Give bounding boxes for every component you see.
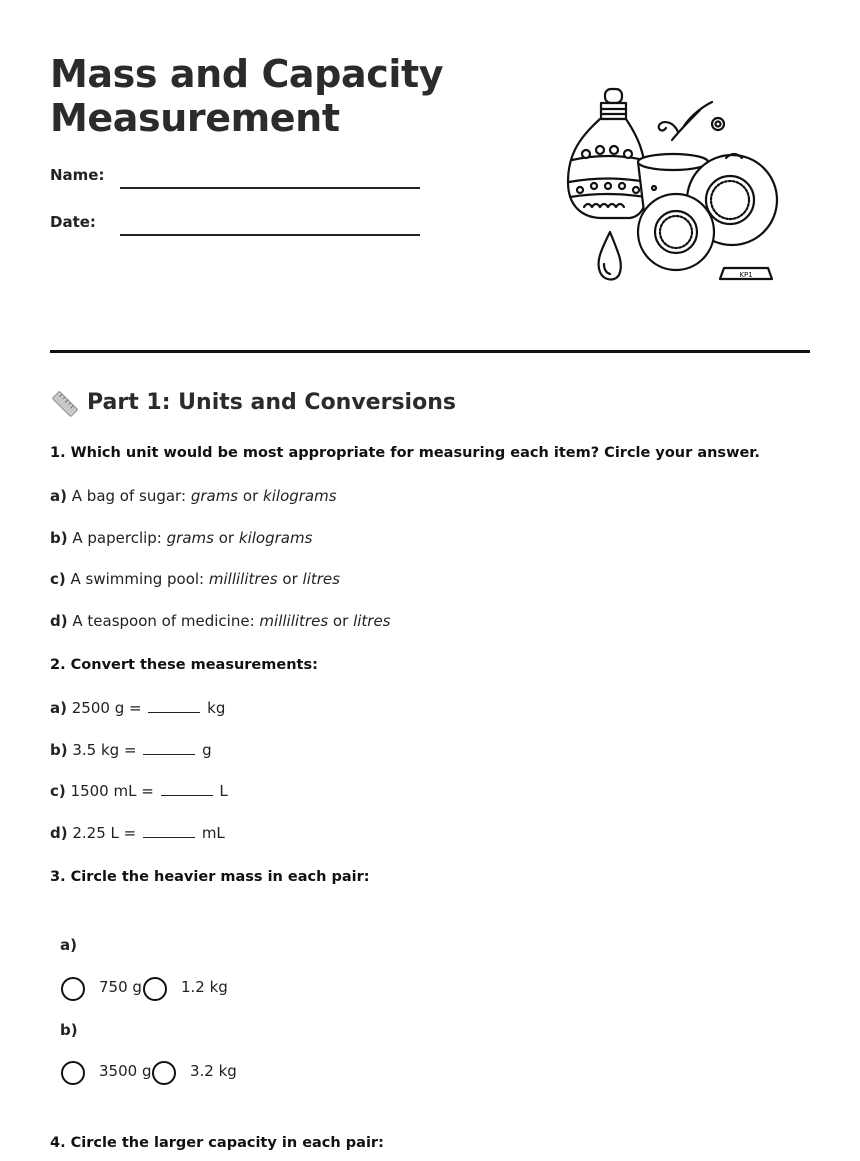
q3-pair-a-label: a)	[60, 936, 77, 954]
q1-c-option1[interactable]: millilitres	[208, 570, 278, 588]
q3-b-option2: 3.2 kg	[190, 1062, 237, 1080]
date-label: Date:	[50, 213, 96, 231]
herb-sprig-icon	[659, 102, 712, 140]
q4-prompt: 4. Circle the larger capacity in each pair:	[50, 1135, 384, 1151]
q1-item-a: a) A bag of sugar: grams or kilograms	[50, 487, 337, 505]
q1-d-option1[interactable]: millilitres	[259, 612, 329, 630]
q2-item-d: d) 2.25 L = mL	[50, 824, 225, 842]
bottle-cap-icon	[605, 89, 622, 103]
date-field[interactable]	[120, 234, 420, 236]
q3-prompt: 3. Circle the heavier mass in each pair:	[50, 869, 370, 885]
q2-a-answer-blank[interactable]	[148, 700, 200, 713]
q3-b-option1: 3500 g	[99, 1062, 152, 1080]
q2-item-a: a) 2500 g = kg	[50, 699, 226, 717]
water-drop-icon	[598, 232, 620, 280]
kitchen-measuring-illustration	[560, 82, 782, 286]
q1-b-option1[interactable]: grams	[166, 529, 214, 547]
part1-title: Part 1: Units and Conversions	[87, 390, 456, 415]
q3-pair-b-label: b)	[60, 1021, 78, 1039]
q3-b-option1-circle[interactable]	[61, 1061, 85, 1085]
q2-prompt: 2. Convert these measurements:	[50, 657, 318, 673]
q2-b-answer-blank[interactable]	[143, 742, 195, 755]
q3-a-option1: 750 g	[99, 978, 142, 996]
ruler-icon	[50, 389, 80, 419]
q1-d-option2[interactable]: litres	[353, 612, 391, 630]
q1-c-option2[interactable]: litres	[302, 570, 340, 588]
name-field[interactable]	[120, 187, 420, 189]
q1-item-c: c) A swimming pool: millilitres or litres	[50, 570, 340, 588]
q2-c-answer-blank[interactable]	[161, 783, 213, 796]
q3-a-option2-circle[interactable]	[143, 977, 167, 1001]
q1-b-option2[interactable]: kilograms	[238, 529, 313, 547]
name-label: Name:	[50, 166, 105, 184]
q3-a-option1-circle[interactable]	[61, 977, 85, 1001]
q1-item-d: d) A teaspoon of medicine: millilitres or litres	[50, 612, 391, 630]
q1-a-option1[interactable]: grams	[190, 487, 239, 505]
scale-tag-label: KP1	[739, 271, 753, 279]
worksheet-title: Mass and Capacity Measurement	[50, 52, 444, 140]
q2-d-answer-blank[interactable]	[143, 825, 195, 838]
q3-a-option2: 1.2 kg	[181, 978, 228, 996]
q1-prompt: 1. Which unit would be most appropriate for measuring each item? Circle your answer.	[50, 445, 760, 461]
q1-a-option2[interactable]: kilograms	[263, 487, 337, 505]
q2-item-c: c) 1500 mL = L	[50, 782, 228, 800]
q3-b-option2-circle[interactable]	[152, 1061, 176, 1085]
q2-item-b: b) 3.5 kg = g	[50, 741, 212, 759]
bottle-icon	[568, 119, 646, 218]
section-divider	[50, 350, 810, 353]
q1-item-b: b) A paperclip: grams or kilograms	[50, 529, 313, 547]
